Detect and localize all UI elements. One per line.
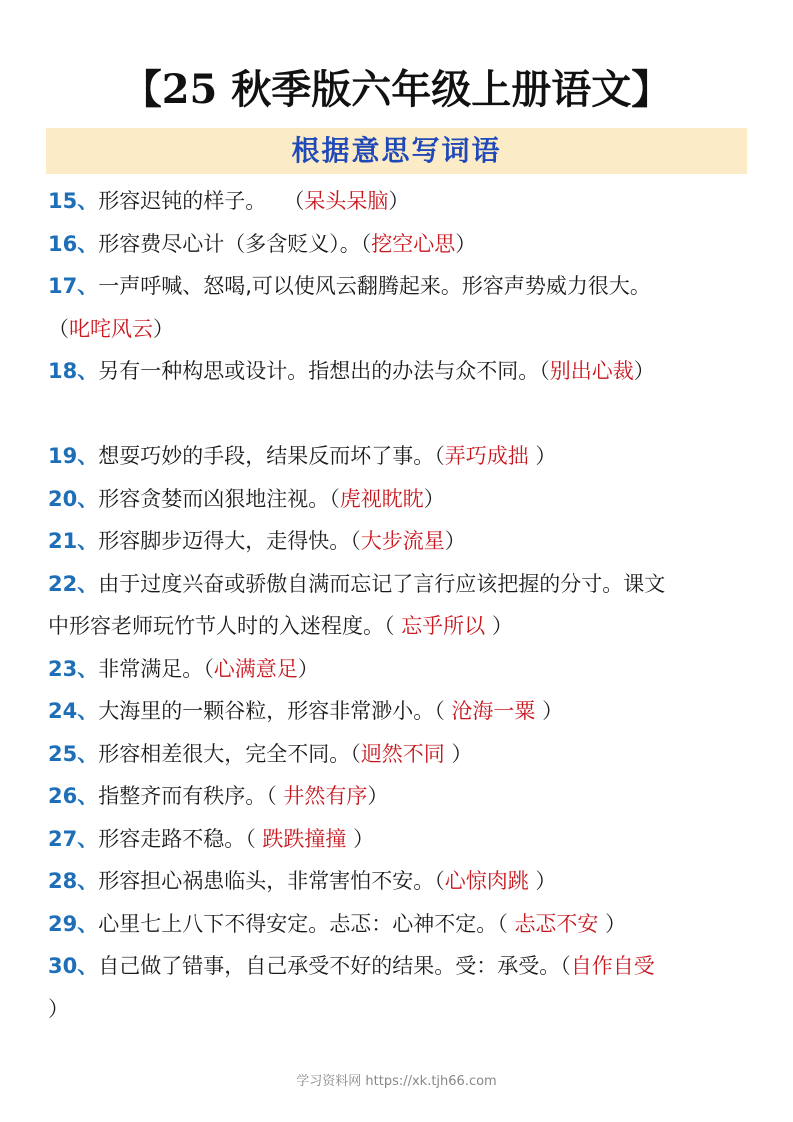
question-list: [48, 180, 753, 1030]
question-17-continued: [48, 308, 753, 351]
answer: 心满意足: [213, 656, 298, 681]
close-paren: ）: [423, 486, 445, 511]
answer: 迥然不同: [360, 741, 445, 766]
answer: 弄巧成拙: [444, 444, 529, 468]
question-text-continued: 中形容老师玩竹节人时的入迷程度。（: [48, 614, 402, 638]
close-paren: ）: [455, 231, 477, 256]
close-paren: ）: [297, 656, 319, 681]
question-number: 23、: [48, 656, 99, 681]
question-text: 形容费尽心计（多含贬义）。（: [98, 231, 372, 256]
answer: 虎视眈眈: [339, 486, 424, 511]
footer-watermark: 学习资料网 https://xk.tjh66.com: [296, 1074, 497, 1089]
close-paren: ）: [346, 826, 375, 851]
question-text: 另有一种构思或设计。指想出的办法与众不同。（: [98, 359, 550, 383]
question-text: 心里七上八下不得安定。忐忑：心神不定。（: [98, 911, 515, 936]
close-paren: ）: [633, 359, 655, 383]
question-22-continued: [48, 605, 753, 648]
question-text: 形容走路不稳。（: [98, 826, 263, 851]
close-paren: ）: [528, 444, 557, 468]
question-text: 想耍巧妙的手段，结果反而坏了事。（: [98, 444, 445, 468]
question-number: 21、: [48, 529, 99, 553]
answer: 井然有序: [283, 784, 368, 808]
question-number: 19、: [48, 444, 99, 468]
close-paren: ）: [444, 741, 473, 766]
answer: 跌跌撞撞: [262, 826, 347, 851]
subtitle-banner: [46, 128, 747, 174]
question-text: 形容脚步迈得大，走得快。（: [98, 529, 361, 553]
question-24: [48, 690, 753, 733]
question-30-continued: [48, 988, 753, 1031]
question-text: 大海里的一颗谷粒，形容非常渺小。（: [98, 699, 452, 723]
close-paren: ）: [48, 996, 69, 1021]
answer: 心惊肉跳: [444, 869, 529, 893]
question-number: 27、: [48, 826, 99, 851]
question-21: [48, 520, 753, 563]
question-15: [48, 180, 753, 223]
answer: 沧海一粟: [451, 699, 536, 723]
close-paren: ）: [444, 529, 466, 553]
question-number: 28、: [48, 869, 99, 893]
close-paren: ）: [388, 189, 410, 213]
close-paren: ）: [535, 699, 564, 723]
question-number: 15、: [48, 189, 99, 213]
close-paren: ）: [528, 869, 557, 893]
answer: 大步流星: [360, 529, 445, 553]
question-text: 一声呼喊、怒喝,可以使风云翻腾起来。形容声势威力很大。: [98, 274, 651, 298]
close-paren: ）: [367, 784, 389, 808]
question-number: 20、: [48, 486, 99, 511]
question-16: [48, 223, 753, 266]
question-23: [48, 648, 753, 691]
question-text: 形容相差很大，完全不同。（: [98, 741, 361, 766]
answer: 呆头呆脑: [304, 189, 389, 213]
question-17: [48, 265, 753, 308]
question-text: 由于过度兴奋或骄傲自满而忘记了言行应该把握的分寸。课文: [98, 571, 666, 596]
question-22: [48, 563, 753, 606]
question-text: 形容担心祸患临头，非常害怕不安。（: [98, 869, 445, 893]
question-number: 16、: [48, 231, 99, 256]
question-27: [48, 818, 753, 861]
question-18: [48, 350, 753, 393]
question-25: [48, 733, 753, 776]
close-paren: ）: [153, 316, 174, 341]
answer: 忘乎所以: [401, 614, 486, 638]
question-30: [48, 945, 753, 988]
question-text: 形容迟钝的样子。 （: [98, 189, 305, 213]
question-number: 25、: [48, 741, 99, 766]
question-text: 非常满足。（: [98, 656, 214, 681]
question-text: 指整齐而有秩序。（: [98, 784, 284, 808]
answer: 自作自受: [570, 954, 655, 978]
close-paren: ）: [485, 614, 513, 638]
question-29: [48, 903, 753, 946]
question-20: [48, 478, 753, 521]
question-19: [48, 435, 753, 478]
answer: 别出心裁: [549, 359, 634, 383]
question-text: 形容贪婪而凶狠地注视。（: [98, 486, 340, 511]
question-number: 22、: [48, 571, 99, 596]
answer: 忐忑不安: [514, 911, 599, 936]
question-number: 24、: [48, 699, 99, 723]
answer: 挖空心思: [371, 231, 456, 256]
answer: 叱咤风云: [69, 316, 153, 341]
question-text-continued: （: [48, 316, 69, 341]
question-number: 26、: [48, 784, 99, 808]
question-number: 17、: [48, 274, 99, 298]
question-number: 18、: [48, 359, 99, 383]
question-number: 30、: [48, 954, 99, 978]
question-28: [48, 860, 753, 903]
page-title: 【25 秋季版六年级上册语文】: [121, 66, 672, 113]
close-paren: ）: [598, 911, 627, 936]
question-26: [48, 775, 753, 818]
subtitle: 根据意思写词语: [291, 134, 502, 167]
question-number: 29、: [48, 911, 99, 936]
question-text: 自己做了错事，自己承受不好的结果。受：承受。（: [98, 954, 571, 978]
